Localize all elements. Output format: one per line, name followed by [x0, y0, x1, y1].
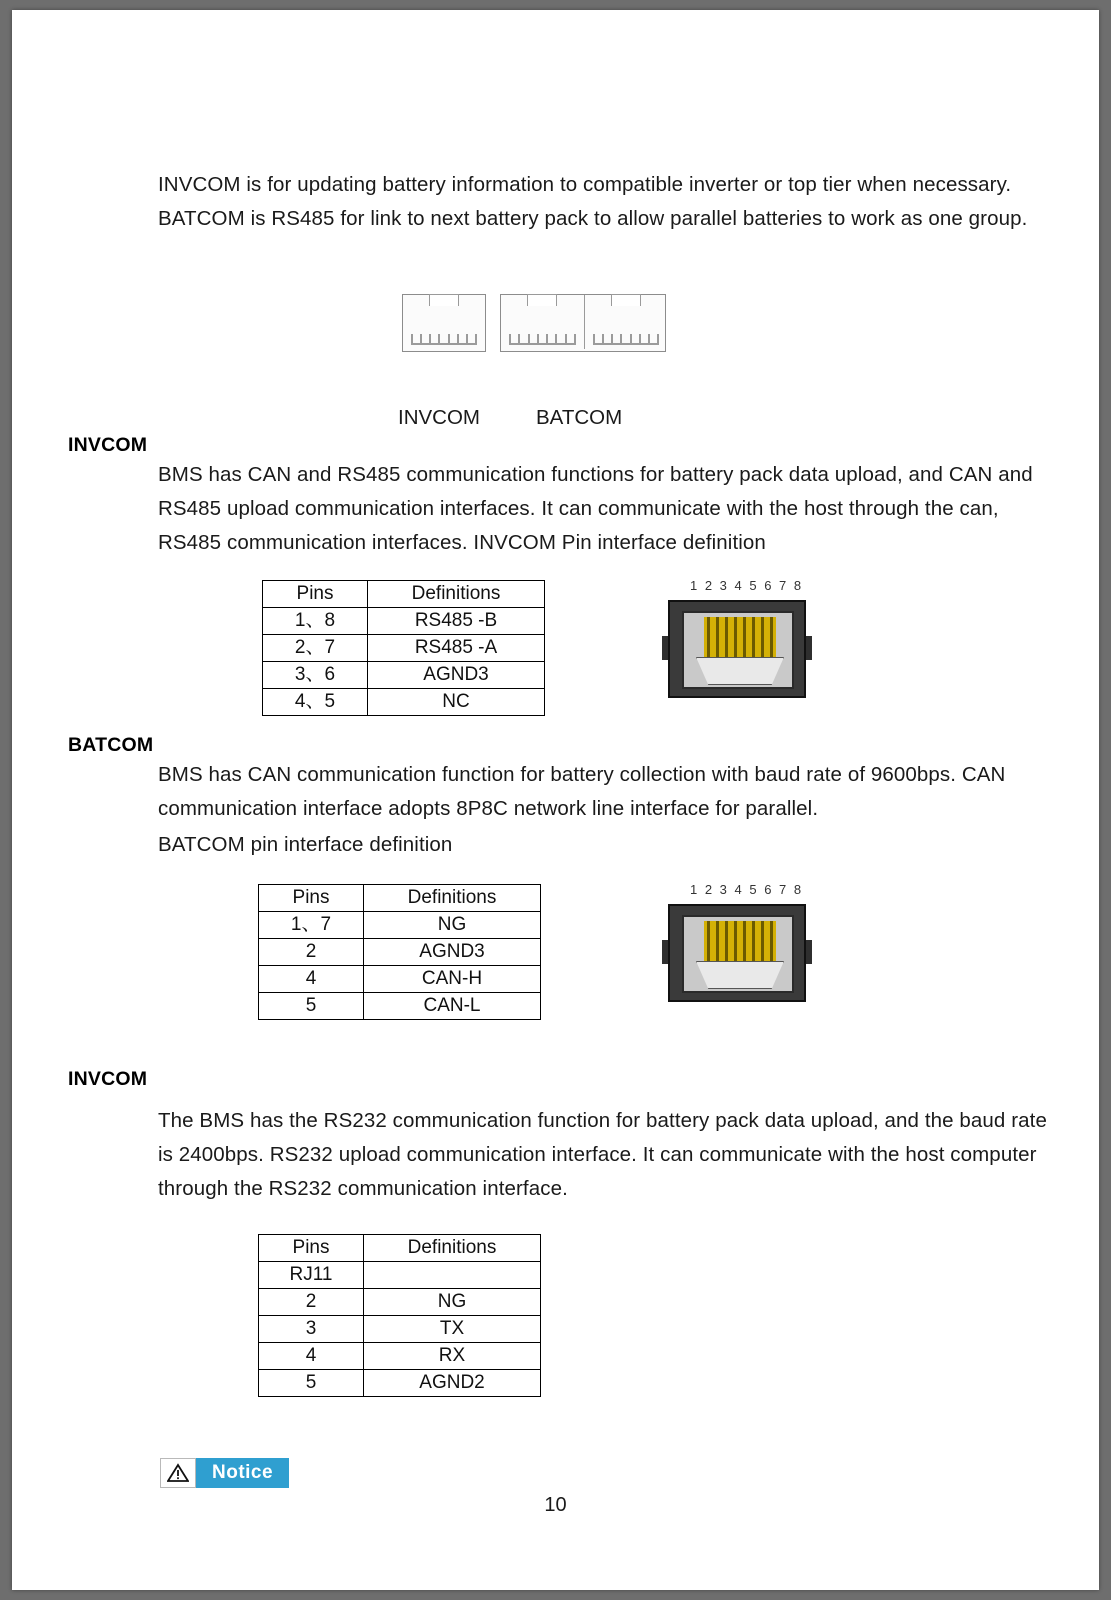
section-3-paragraph: The BMS has the RS232 communication function for battery pack data upload, and the baud rate is 2400bps. RS232 upload communication interface. It can communicate with the host computer through the RS232 communication interface.	[158, 1109, 1047, 1200]
table-row	[259, 993, 541, 1020]
cell-pins: 2、7	[263, 635, 368, 662]
invcom-jack-icon	[402, 294, 486, 352]
rj45-cavity	[682, 915, 794, 993]
batcom-pin-table	[258, 884, 541, 1020]
cell-pins: 3、6	[263, 662, 368, 689]
cell-pins: 4	[259, 1343, 364, 1370]
table-row	[263, 608, 545, 635]
cell-pins: 2	[259, 1289, 364, 1316]
rj45-body	[668, 600, 806, 698]
section-heading-batcom: BATCOM	[68, 734, 154, 756]
cell-definition: TX	[364, 1316, 541, 1343]
document-page	[12, 10, 1099, 1590]
cell-definition: RX	[364, 1343, 541, 1370]
notice-badge	[160, 1458, 289, 1488]
page-content	[12, 10, 1099, 1590]
section-2-paragraph: BMS has CAN communication function for battery collection with baud rate of 9600bps. CAN communication interface adopts 8P8C network line interface for parallel.	[158, 763, 1006, 820]
cell-pins: 5	[259, 993, 364, 1020]
rj45-connector-image-1	[668, 578, 806, 700]
cell-pins: 3	[259, 1316, 364, 1343]
warning-triangle-icon	[160, 1458, 196, 1488]
cell-definition: AGND3	[364, 939, 541, 966]
cell-definition: NG	[364, 1289, 541, 1316]
rj45-gold-contacts	[704, 617, 776, 657]
cell-definition: RS485 -A	[368, 635, 545, 662]
cell-definition: NG	[364, 912, 541, 939]
rj45-connector-image-2	[668, 882, 806, 1004]
header-definitions: Definitions	[368, 581, 545, 608]
section-heading-invcom-2: INVCOM	[68, 1068, 148, 1090]
table-row	[259, 966, 541, 993]
header-pins: Pins	[259, 1235, 364, 1262]
connector-illustration-group	[392, 288, 672, 358]
rj45-cavity	[682, 611, 794, 689]
rj45-gold-contacts	[704, 921, 776, 961]
cell-definition: RS485 -B	[368, 608, 545, 635]
header-definitions: Definitions	[364, 885, 541, 912]
cell-pins: 1、8	[263, 608, 368, 635]
table-row	[259, 1262, 541, 1289]
cell-definition: AGND3	[368, 662, 545, 689]
table-row	[259, 912, 541, 939]
cell-definition: AGND2	[364, 1370, 541, 1397]
cell-pins: 1、7	[259, 912, 364, 939]
cell-definition: CAN-L	[364, 993, 541, 1020]
invcom-rs232-pin-table	[258, 1234, 541, 1397]
header-definitions: Definitions	[364, 1235, 541, 1262]
intro-paragraph: INVCOM is for updating battery information to compatible inverter or top tier when necessary. BATCOM is RS485 for link to next battery pack to allow parallel batteries to work as one group.	[158, 173, 1028, 230]
section-heading-invcom-1: INVCOM	[68, 434, 148, 456]
table-row	[259, 1343, 541, 1370]
header-pins: Pins	[259, 885, 364, 912]
rj45-tongue	[696, 961, 784, 989]
table-row	[259, 1370, 541, 1397]
table-row	[263, 662, 545, 689]
invcom-pin-table-1	[262, 580, 545, 716]
header-pins: Pins	[263, 581, 368, 608]
table-row	[259, 1289, 541, 1316]
table-row	[259, 1316, 541, 1343]
section-2-paragraph-2: BATCOM pin interface definition	[158, 833, 453, 856]
table-row	[259, 939, 541, 966]
section-1-paragraph: BMS has CAN and RS485 communication functions for battery pack data upload, and CAN and RS485 upload communication interfaces. It can communicate with the host through the can, RS485 communication interfaces. INVCOM Pin interface definition	[158, 463, 1033, 554]
table-header-row	[259, 885, 541, 912]
cell-pins: 4、5	[263, 689, 368, 716]
table-row	[263, 689, 545, 716]
cell-definition: CAN-H	[364, 966, 541, 993]
table-header-row	[259, 1235, 541, 1262]
rj45-pin-numbers: 1 2 3 4 5 6 7 8	[690, 578, 804, 593]
table-row	[263, 635, 545, 662]
cell-pins: 4	[259, 966, 364, 993]
page-number: 10	[544, 1494, 567, 1516]
notice-label: Notice	[196, 1458, 289, 1488]
cell-pins: 5	[259, 1370, 364, 1397]
invcom-jack-caption: INVCOM	[398, 406, 480, 429]
rj45-tongue	[696, 657, 784, 685]
cell-pins: RJ11	[259, 1262, 364, 1289]
table-header-row	[263, 581, 545, 608]
rj45-body	[668, 904, 806, 1002]
cell-pins: 2	[259, 939, 364, 966]
batcom-jack-caption: BATCOM	[536, 406, 623, 429]
rj45-pin-numbers: 1 2 3 4 5 6 7 8	[690, 882, 804, 897]
cell-definition: NC	[368, 689, 545, 716]
cell-definition	[364, 1262, 541, 1289]
batcom-jack-icon	[500, 294, 666, 352]
